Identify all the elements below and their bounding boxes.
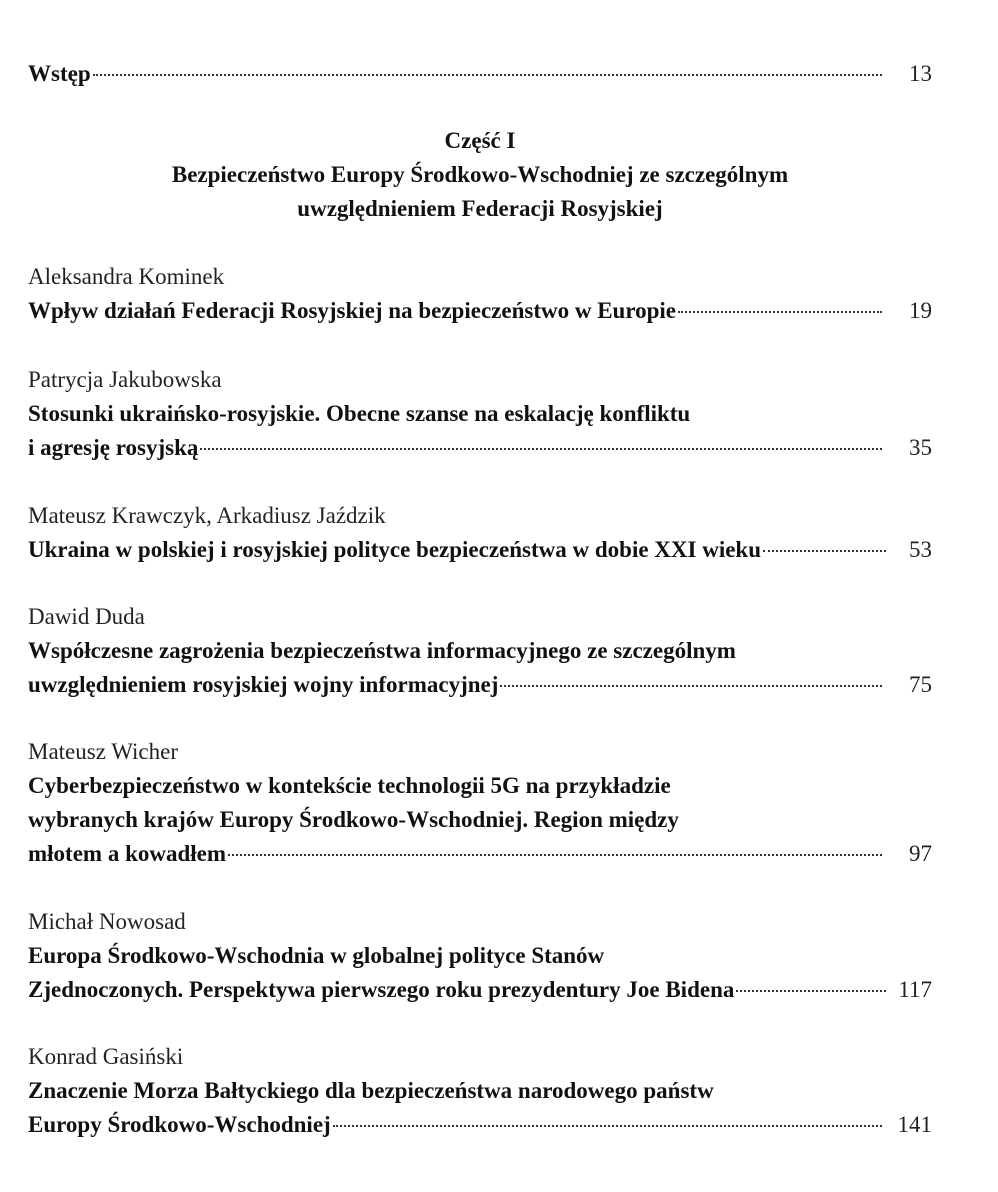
page-number: 53 <box>909 537 932 562</box>
toc-row <box>28 533 932 567</box>
dot-leader <box>678 311 882 313</box>
toc-row <box>28 668 932 702</box>
chapter-title-line: Cyberbezpieczeństwo w kontekście technologii 5G na przykładzie <box>28 773 671 798</box>
toc-entry <box>28 260 932 328</box>
dot-leader <box>333 1125 882 1127</box>
toc-entry <box>28 1040 932 1142</box>
chapter-title-line: Stosunki ukraińsko-rosyjskie. Obecne szanse na eskalację konfliktu <box>28 401 691 426</box>
toc-entry <box>28 499 932 567</box>
dot-leader <box>736 990 886 992</box>
toc-entry-title: Wstęp <box>28 61 91 86</box>
author-name: Dawid Duda <box>28 604 145 629</box>
toc-entry <box>28 735 932 871</box>
author-name: Aleksandra Kominek <box>28 264 225 289</box>
toc-row <box>28 294 932 328</box>
author-name: Patrycja Jakubowska <box>28 367 222 392</box>
page-number: 75 <box>909 672 932 697</box>
author-name: Konrad Gasiński <box>28 1044 184 1069</box>
chapter-title-line: i agresję rosyjską <box>28 435 199 460</box>
chapter-title-line: Europa Środkowo-Wschodnia w globalnej polityce Stanów <box>28 943 605 968</box>
table-of-contents-page <box>28 0 932 1192</box>
page-number: 141 <box>897 1112 932 1137</box>
chapter-title-line: młotem a kowadłem <box>28 841 227 866</box>
page-number: 117 <box>898 977 932 1002</box>
page-number: 97 <box>909 841 932 866</box>
dot-leader <box>500 685 882 687</box>
chapter-title-line: Znaczenie Morza Bałtyckiego dla bezpieczeństwa narodowego państw <box>28 1078 714 1103</box>
page-number: 13 <box>909 61 932 86</box>
part-label: Część I <box>444 128 516 153</box>
dot-leader <box>228 854 882 856</box>
toc-row <box>28 973 932 1007</box>
author-name: Michał Nowosad <box>28 909 186 934</box>
author-name: Mateusz Wicher <box>28 739 179 764</box>
toc-entry <box>28 905 932 1007</box>
dot-leader <box>93 74 882 76</box>
dot-leader <box>200 448 882 450</box>
chapter-title-line: Wpływ działań Federacji Rosyjskiej na bezpieczeństwo w Europie <box>28 298 677 323</box>
part-title-line-2: uwzględnieniem Federacji Rosyjskiej <box>297 196 663 221</box>
chapter-title-line: wybranych krajów Europy Środkowo-Wschodniej. Region między <box>28 807 679 832</box>
toc-entry <box>28 363 932 465</box>
chapter-title-line: Ukraina w polskiej i rosyjskiej polityce bezpieczeństwa w dobie XXI wieku <box>28 537 762 562</box>
chapter-title-line: Europy Środkowo-Wschodniej <box>28 1112 331 1137</box>
page-number: 35 <box>909 435 932 460</box>
page-number: 19 <box>909 298 932 323</box>
toc-row <box>28 837 932 871</box>
chapter-title-line: Zjednoczonych. Perspektywa pierwszego roku prezydentury Joe Bidena <box>28 977 735 1002</box>
author-name: Mateusz Krawczyk, Arkadiusz Jaździk <box>28 503 386 528</box>
toc-row <box>28 431 932 465</box>
dot-leader <box>763 550 886 552</box>
toc-entry-intro <box>28 57 932 91</box>
chapter-title-line: uwzględnieniem rosyjskiej wojny informacyjnej <box>28 672 499 697</box>
part-title-line-1: Bezpieczeństwo Europy Środkowo-Wschodniej ze szczególnym <box>171 162 789 187</box>
chapter-title-line: Współczesne zagrożenia bezpieczeństwa informacyjnego ze szczególnym <box>28 638 736 663</box>
toc-row <box>28 57 932 91</box>
toc-row <box>28 1108 932 1142</box>
toc-entry <box>28 600 932 702</box>
